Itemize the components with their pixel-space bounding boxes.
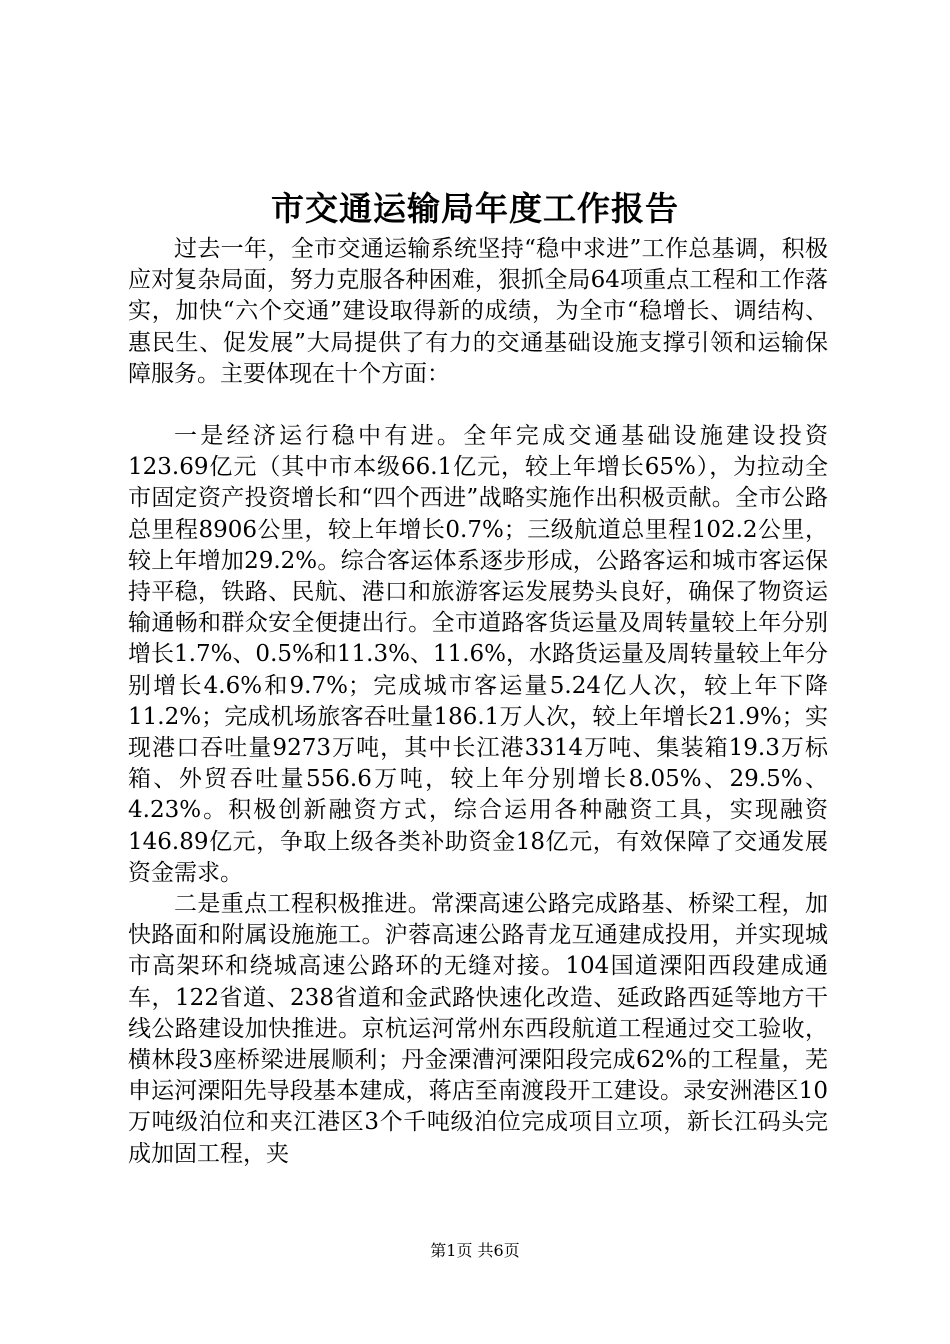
document-title: 市交通运输局年度工作报告 <box>271 189 679 228</box>
paragraph-spacer <box>128 390 828 421</box>
page-number-footer: 第1页 共6页 <box>430 1241 520 1260</box>
economy-paragraph: 一是经济运行稳中有进。全年完成交通基础设施建设投资123.69亿元（其中市本级66.1亿元，较上年增长65%），为拉动全市固定资产投资增长和“四个西进”战略实施作出积极贡献。全市公路总里程8906公里，较上年增长0.7%；三级航道总里程102.2公里，较上年增加29.2%。综合客运体系逐步形成，公路客运和城市客运保持平稳，铁路、民航、港口和旅游客运发展势头良好，确保了物资运输通畅和群众安全便捷出行。全市道路客货运量及周转量较上年分别增长1.7%、0.5%和11.3%、11.6%，水路货运量及周转量较上年分别增长4.6%和9.7%；完成城市客运量5.24亿人次，较上年下降11.2%；完成机场旅客吞吐量186.1万人次，较上年增长21.9%；实现港口吞吐量9273万吨，其中长江港3314万吨、集装箱19.3万标箱、外贸吞吐量556.6万吨，较上年分别增长8.05%、29.5%、4.23%。积极创新融资方式，综合运用各种融资工具，实现融资146.89亿元，争取上级各类补助资金18亿元，有效保障了交通发展资金需求。 <box>128 423 828 886</box>
projects-paragraph: 二是重点工程积极推进。常溧高速公路完成路基、桥梁工程，加快路面和附属设施施工。沪蓉高速公路青龙互通建成投用，并实现城市高架环和绕城高速公路环的无缝对接。104国道溧阳西段建成通车，122省道、238省道和金武路快速化改造、延政路西延等地方干线公路建设加快推进。京杭运河常州东西段航道工程通过交工验收，横林段3座桥梁进展顺利；丹金溧漕河溧阳段完成62%的工程量，芜申运河溧阳先导段基本建成，蒋店至南渡段开工建设。录安洲港区10万吨级泊位和夹江港区3个千吨级泊位完成项目立项，新长江码头完成加固工程，夹 <box>128 891 828 1167</box>
document-body <box>128 234 828 1170</box>
intro-paragraph: 过去一年，全市交通运输系统坚持“稳中求进”工作总基调，积极应对复杂局面，努力克服各种困难，狠抓全局64项重点工程和工作落实，加快“六个交通”建设取得新的成绩，为全市“稳增长、调结构、惠民生、促发展”大局提供了有力的交通基础设施支撑引领和运输保障服务。主要体现在十个方面： <box>128 236 828 387</box>
